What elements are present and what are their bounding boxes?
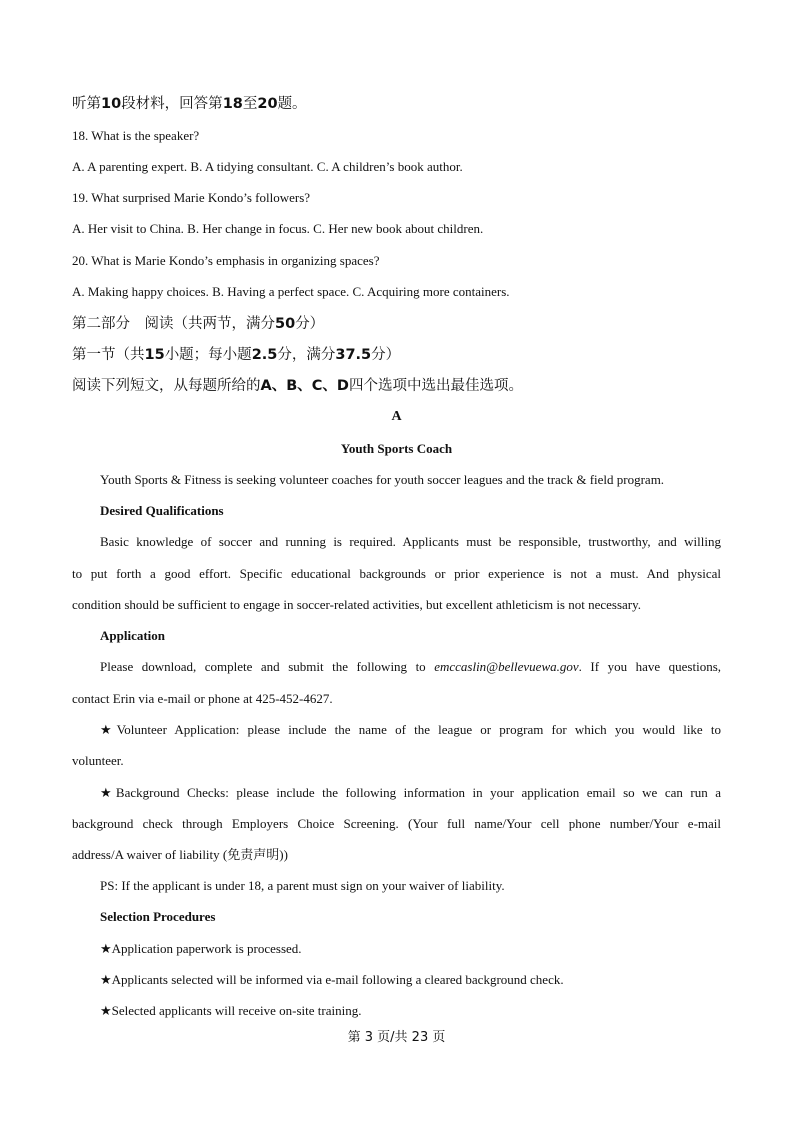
listening-section-intro <box>72 94 307 114</box>
intro-text: 段材料，回答第 <box>121 96 223 112</box>
passage-intro: Youth Sports & Fitness is seeking volunteer coaches for youth soccer leagues and the track & field program. <box>100 472 665 487</box>
qualifications-line: Basic knowledge of soccer and running is required. Applicants must be responsible, trustworthy, and willing <box>100 534 721 549</box>
question-20-options: A. Making happy choices. B. Having a perfect space. C. Acquiring more containers. <box>72 284 510 299</box>
instruction-text: 四个选项中选出最佳选项。 <box>348 378 523 394</box>
question-20-stem: 20. What is Marie Kondo’s emphasis in organizing spaces? <box>72 253 380 268</box>
application-text: . If you have questions, <box>578 659 722 674</box>
background-check-line: background check through Employers Choice Screening. (Your full name/Your cell phone number/Your e-mail <box>72 816 721 831</box>
background-check-line: address/A waiver of liability (免责声明)) <box>72 847 288 862</box>
heading-number: 50 <box>275 316 296 332</box>
passage-letter: A <box>391 409 402 424</box>
heading-number: 2.5 <box>251 347 278 363</box>
application-line <box>100 659 721 675</box>
reading-instruction <box>72 376 523 396</box>
selection-item: ★Application paperwork is processed. <box>100 941 302 956</box>
intro-text: 听第 <box>72 96 101 112</box>
question-19-options: A. Her visit to China. B. Her change in focus. C. Her new book about children. <box>72 221 484 236</box>
heading-number: 37.5 <box>335 347 372 363</box>
question-18-options: A. A parenting expert. B. A tidying consultant. C. A children’s book author. <box>72 159 463 174</box>
instruction-text: 阅读下列短文，从每题所给的 <box>72 378 261 394</box>
heading-text: 分，满分 <box>277 347 336 363</box>
selection-heading: Selection Procedures <box>100 909 216 924</box>
application-email-link[interactable]: emccaslin@bellevuewa.gov <box>434 659 579 674</box>
intro-text: 题。 <box>277 96 307 112</box>
background-check-line: ★Background Checks: please include the following information in your application email so we can run a <box>100 785 721 800</box>
qualifications-heading: Desired Qualifications <box>100 503 224 518</box>
heading-text: 小题；每小题 <box>164 347 252 363</box>
ps-note: PS: If the applicant is under 18, a parent must sign on your waiver of liability. <box>100 878 505 893</box>
intro-number: 18 <box>222 96 243 112</box>
qualifications-line: to put forth a good effort. Specific educational backgrounds or prior experience is not a must. And physical <box>72 566 721 581</box>
application-text: Please download, complete and submit the following to <box>100 659 426 674</box>
heading-number: 15 <box>144 347 165 363</box>
question-19-stem: 19. What surprised Marie Kondo’s followers? <box>72 190 311 205</box>
reading-section-heading <box>72 345 400 365</box>
application-contact-line: contact Erin via e-mail or phone at 425-452-4627. <box>72 691 333 706</box>
intro-number: 20 <box>257 96 278 112</box>
heading-text: 分） <box>371 347 401 363</box>
selection-item: ★Selected applicants will receive on-site training. <box>100 1003 362 1018</box>
passage-title: Youth Sports Coach <box>340 441 453 456</box>
reading-part-heading <box>72 314 324 334</box>
selection-item: ★Applicants selected will be informed via e-mail following a cleared background check. <box>100 972 564 987</box>
intro-text: 至 <box>242 96 258 112</box>
volunteer-application-line: volunteer. <box>72 753 124 768</box>
volunteer-application-line: ★Volunteer Application: please include the name of the league or program for which you would like to <box>100 722 721 737</box>
intro-number: 10 <box>101 96 122 112</box>
heading-text: 第一节（共 <box>72 347 145 363</box>
qualifications-line: condition should be sufficient to engage in soccer-related activities, but excellent athleticism is not necessary. <box>72 597 642 612</box>
page-number-footer: 第 3 页/共 23 页 <box>347 1030 446 1045</box>
instruction-letters: A、B、C、D <box>260 378 349 394</box>
application-heading: Application <box>100 628 166 643</box>
heading-text: 分） <box>295 316 325 332</box>
question-18-stem: 18. What is the speaker? <box>72 128 200 143</box>
heading-text: 第二部分 阅读（共两节，满分 <box>72 316 275 332</box>
